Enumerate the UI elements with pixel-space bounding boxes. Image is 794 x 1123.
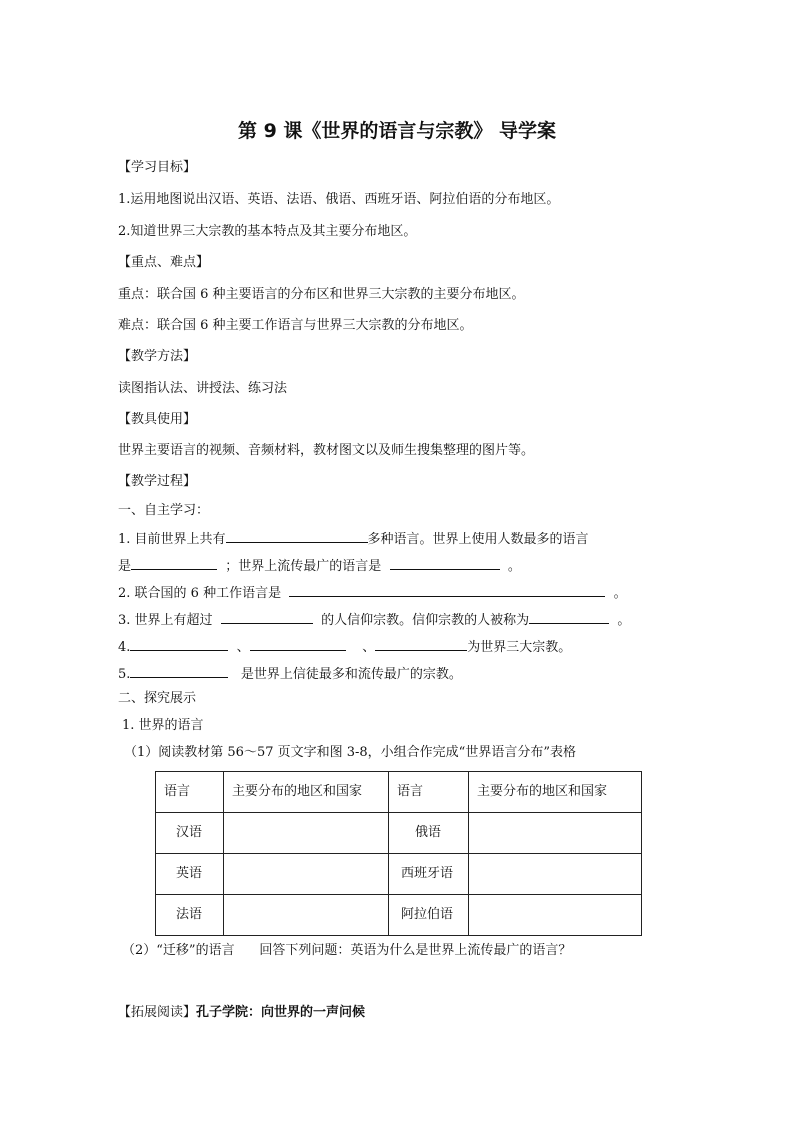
- answer-blank[interactable]: [221, 610, 313, 624]
- process-header: 【教学过程】: [118, 474, 197, 489]
- method-text: 读图指认法、讲授法、练习法: [118, 381, 288, 396]
- table-row: [156, 895, 642, 936]
- extension-title: 孔子学院：向世界的一声问候: [196, 1005, 366, 1020]
- objectives-header: 【学习目标】: [118, 160, 197, 175]
- task-2: （2）“迁移”的语言 回答下列问题：英语为什么是世界上流传最广的语言？: [122, 943, 572, 958]
- answer-blank[interactable]: [289, 583, 605, 597]
- table-header-cell: 语言: [389, 772, 469, 813]
- table-cell-answer[interactable]: [469, 895, 642, 936]
- table-cell-answer[interactable]: [224, 813, 389, 854]
- question-2: 2. 联合国的 6 种工作语言是 。: [118, 583, 627, 602]
- explore-sub-heading: 1. 世界的语言: [122, 718, 204, 733]
- answer-blank[interactable]: [390, 556, 500, 570]
- objective-1: 1.运用地图说出汉语、英语、法语、俄语、西班牙语、阿拉伯语的分布地区。: [118, 192, 560, 207]
- table-cell-language: 西班牙语: [389, 854, 469, 895]
- self-study-heading: 一、自主学习：: [118, 503, 210, 518]
- table-cell-language: 英语: [156, 854, 224, 895]
- language-distribution-table: [155, 771, 642, 936]
- page-title: 第 9 课《世界的语言与宗教》 导学案: [237, 120, 557, 142]
- question-1-line-2: 是 ；世界上流传最广的语言是 。: [118, 556, 521, 575]
- table-header-cell: 主要分布的地区和国家: [224, 772, 389, 813]
- question-4: 4. 、 、 为世界三大宗教。: [118, 637, 571, 656]
- table-header-cell: 语言: [156, 772, 224, 813]
- question-3: 3. 世界上有超过 的人信仰宗教。信仰宗教的人被称为 。: [118, 610, 630, 629]
- question-5: 5. 是世界上信徒最多和流传最广的宗教。: [118, 664, 462, 683]
- table-cell-answer[interactable]: [469, 813, 642, 854]
- answer-blank[interactable]: [250, 637, 346, 651]
- answer-blank[interactable]: [130, 637, 228, 651]
- tools-header: 【教具使用】: [118, 412, 197, 427]
- answer-blank[interactable]: [226, 529, 368, 543]
- table-cell-language: 汉语: [156, 813, 224, 854]
- table-row: [156, 854, 642, 895]
- table-cell-language: 阿拉伯语: [389, 895, 469, 936]
- key-header: 【重点、难点】: [118, 255, 210, 270]
- difficult-point: 难点：联合国 6 种主要工作语言与世界三大宗教的分布地区。: [118, 318, 473, 333]
- answer-blank[interactable]: [529, 610, 609, 624]
- extension-reading: [118, 1005, 365, 1021]
- table-cell-answer[interactable]: [224, 854, 389, 895]
- objective-2: 2.知道世界三大宗教的基本特点及其主要分布地区。: [118, 224, 417, 239]
- task-1: （1）阅读教材第 56～57 页文字和图 3-8，小组合作完成“世界语言分布”表格: [124, 745, 576, 760]
- answer-blank[interactable]: [375, 637, 467, 651]
- table-cell-answer[interactable]: [224, 895, 389, 936]
- tools-text: 世界主要语言的视频、音频材料，教材图文以及师生搜集整理的图片等。: [118, 443, 535, 458]
- method-header: 【教学方法】: [118, 349, 197, 364]
- extension-label: 【拓展阅读】: [118, 1005, 197, 1020]
- question-1-line-1: 1. 目前世界上共有 多种语言。世界上使用人数最多的语言: [118, 529, 589, 548]
- table-cell-language: 俄语: [389, 813, 469, 854]
- answer-blank[interactable]: [130, 664, 228, 678]
- table-header-cell: 主要分布的地区和国家: [469, 772, 642, 813]
- answer-blank[interactable]: [131, 556, 217, 570]
- explore-heading: 二、探究展示: [118, 691, 197, 706]
- table-cell-answer[interactable]: [469, 854, 642, 895]
- key-point: 重点：联合国 6 种主要语言的分布区和世界三大宗教的主要分布地区。: [118, 287, 525, 302]
- table-row: [156, 813, 642, 854]
- table-cell-language: 法语: [156, 895, 224, 936]
- table-header-row: [156, 772, 642, 813]
